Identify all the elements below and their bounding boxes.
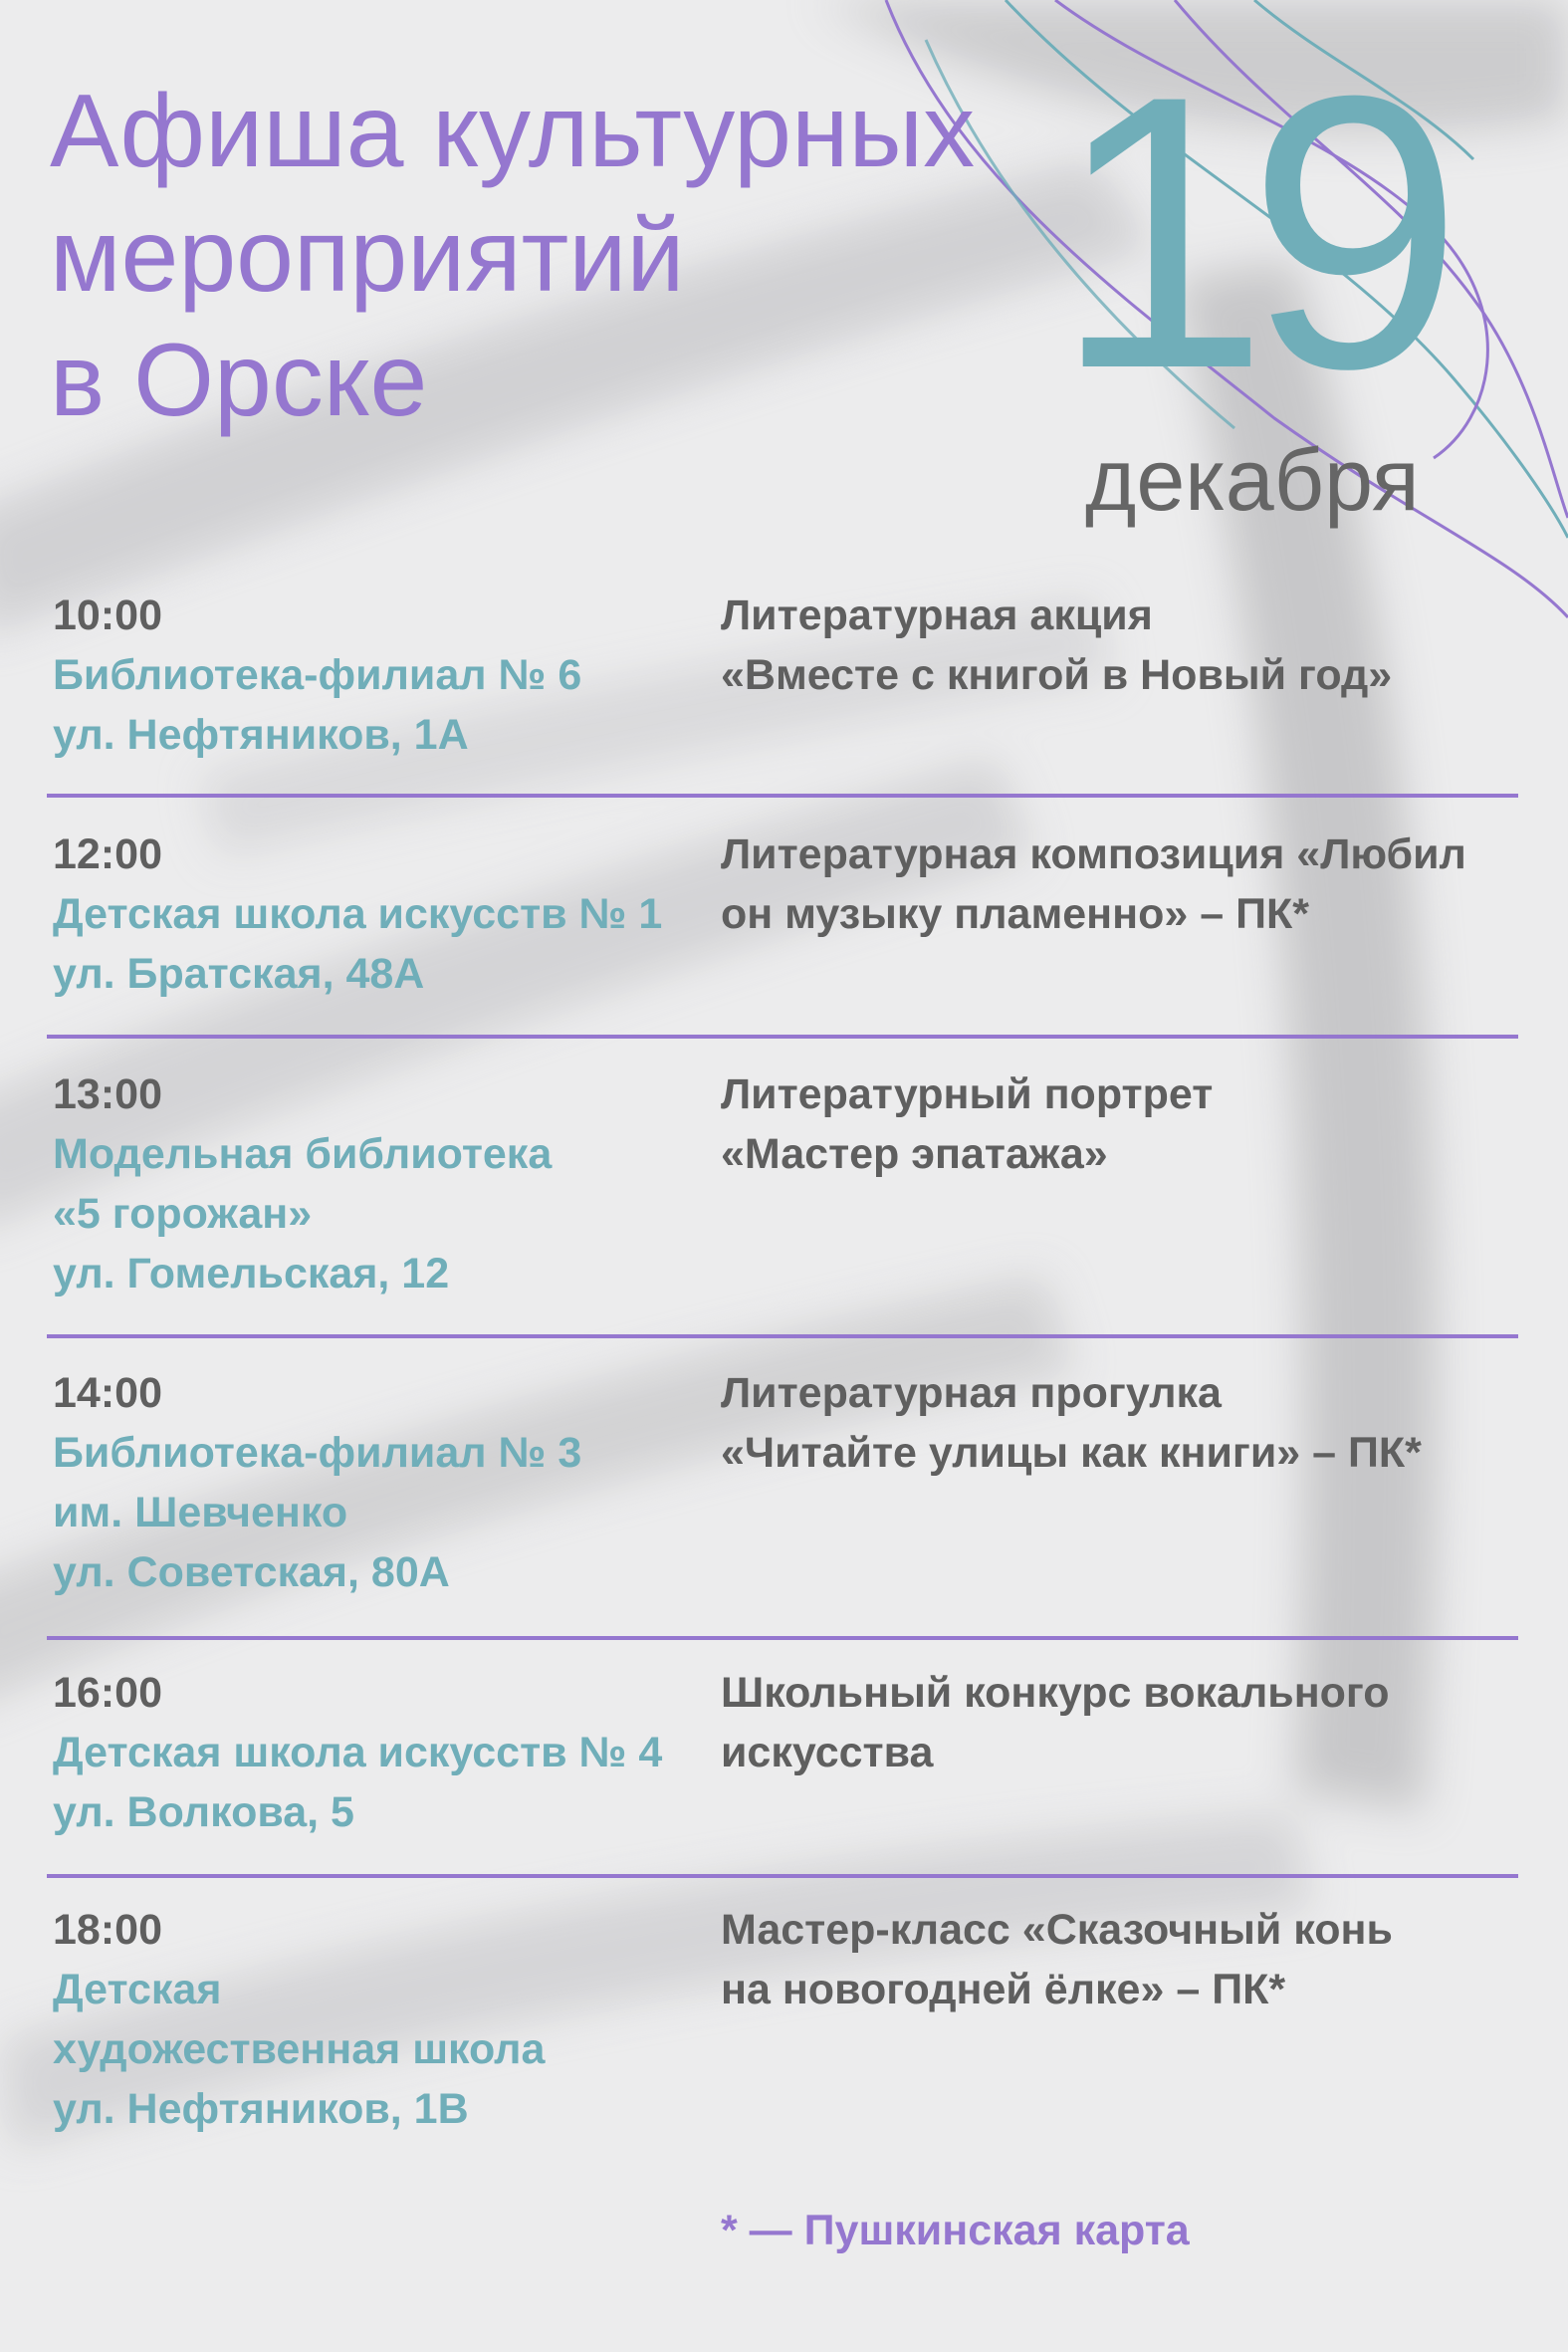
title-line: в Орске — [50, 323, 428, 438]
event-time: 18:00 — [53, 1906, 162, 1954]
event-time: 12:00 — [53, 830, 162, 878]
pushkin-card-footnote: * — Пушкинская карта — [721, 2207, 1190, 2254]
event-info — [53, 586, 710, 765]
divider — [47, 1874, 1518, 1878]
divider — [47, 794, 1518, 798]
event-venue: Детская — [53, 1966, 222, 2013]
event-address: ул. Гомельская, 12 — [53, 1250, 450, 1297]
event-title-line: Школьный конкурс вокального — [721, 1669, 1390, 1717]
event-title-line: он музыку пламенно» – ПК* — [721, 890, 1309, 938]
event-time: 16:00 — [53, 1669, 162, 1717]
event-title-line: Литературный портрет — [721, 1070, 1214, 1118]
event-title — [721, 1900, 1547, 2019]
event-time: 13:00 — [53, 1070, 162, 1118]
event-title-line: Мастер-класс «Сказочный конь — [721, 1906, 1393, 1954]
event-title — [721, 1363, 1547, 1483]
event-title — [721, 586, 1547, 705]
event-address: ул. Братская, 48А — [53, 950, 425, 998]
event-time: 10:00 — [53, 591, 162, 639]
event-title-line: «Мастер эпатажа» — [721, 1130, 1108, 1178]
event-title-line: Литературная прогулка — [721, 1369, 1222, 1417]
event-venue: им. Шевченко — [53, 1489, 348, 1536]
event-title-line: на новогодней ёлке» – ПК* — [721, 1966, 1286, 2013]
event-time: 14:00 — [53, 1369, 162, 1417]
event-info — [53, 1900, 710, 2139]
date-day: 19 — [1053, 15, 1442, 449]
event-address: ул. Волкова, 5 — [53, 1788, 354, 1836]
event-title — [721, 1064, 1547, 1184]
event-venue: художественная школа — [53, 2025, 546, 2073]
event-address: ул. Нефтяников, 1В — [53, 2085, 469, 2133]
title-line: мероприятий — [50, 198, 685, 314]
event-venue: «5 горожан» — [53, 1190, 313, 1238]
event-address: ул. Советская, 80А — [53, 1548, 450, 1596]
divider — [47, 1334, 1518, 1338]
event-venue: Детская школа искусств № 1 — [53, 890, 663, 938]
event-title-line: Литературная композиция «Любил — [721, 830, 1466, 878]
divider — [47, 1636, 1518, 1640]
event-info — [53, 1663, 710, 1842]
divider — [47, 1035, 1518, 1039]
event-venue: Детская школа искусств № 4 — [53, 1729, 663, 1776]
event-address: ул. Нефтяников, 1А — [53, 711, 469, 759]
event-title-line: «Читайте улицы как книги» – ПК* — [721, 1429, 1422, 1477]
event-title-line: «Вместе с книгой в Новый год» — [721, 651, 1393, 699]
title-line: Афиша культурных — [50, 74, 976, 189]
event-venue: Библиотека-филиал № 3 — [53, 1429, 582, 1477]
event-title — [721, 1663, 1547, 1782]
event-venue: Модельная библиотека — [53, 1130, 553, 1178]
page-title — [50, 70, 975, 443]
event-title-line: Литературная акция — [721, 591, 1153, 639]
event-title — [721, 824, 1547, 944]
event-title-line: искусства — [721, 1729, 934, 1776]
event-info — [53, 824, 710, 1004]
event-venue: Библиотека-филиал № 6 — [53, 651, 582, 699]
date-month: декабря — [1085, 430, 1420, 529]
event-info — [53, 1363, 710, 1602]
event-info — [53, 1064, 710, 1303]
